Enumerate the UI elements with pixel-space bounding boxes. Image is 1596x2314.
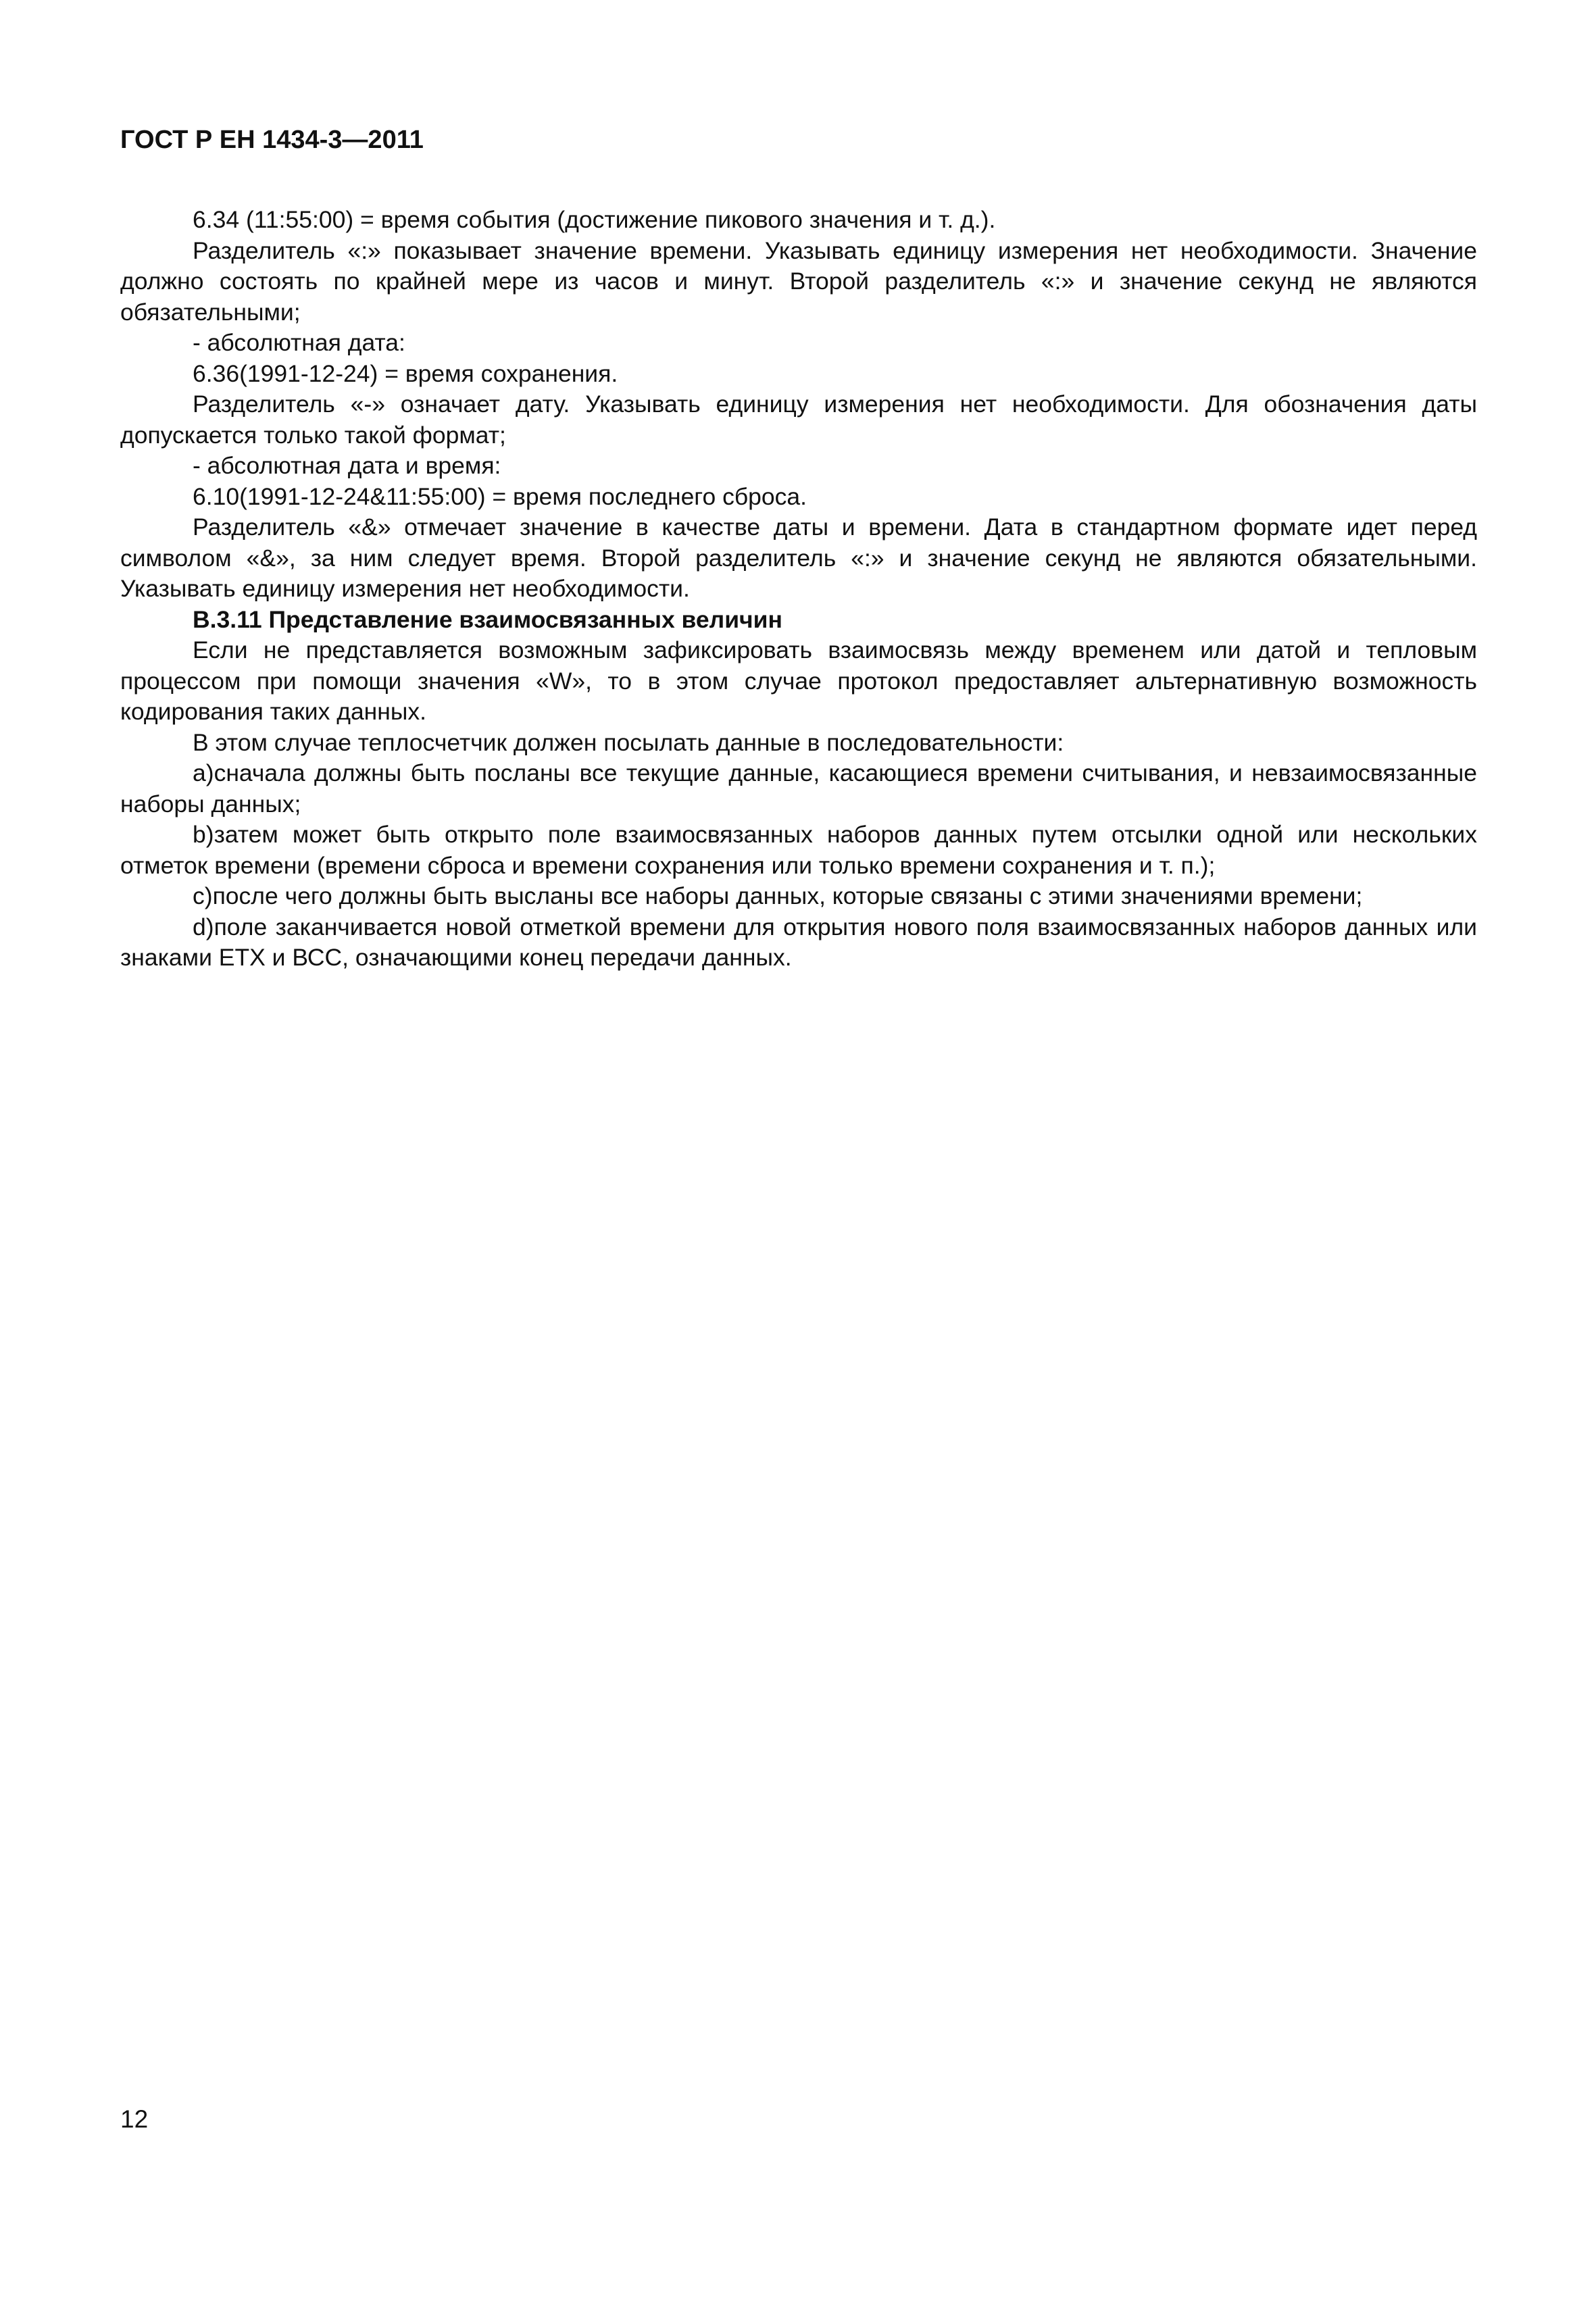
- list-item: c)после чего должны быть высланы все наборы данных, которые связаны с этими значениями времени;: [193, 882, 1363, 909]
- paragraph: 6.10(1991-12-24&11:55:00) = время последнего сброса.: [193, 482, 807, 510]
- paragraph: 6.36(1991-12-24) = время сохранения.: [193, 359, 618, 387]
- paragraph: В этом случае теплосчетчик должен посылать данные в последовательности:: [193, 728, 1064, 756]
- paragraph: 6.34 (11:55:00) = время события (достижение пикового значения и т. д.).: [193, 206, 996, 233]
- paragraph: Разделитель «-» означает дату. Указывать единицу измерения нет необходимости. Для обозначения даты допускается только такой формат;: [120, 391, 1477, 449]
- paragraph: Разделитель «:» показывает значение времени. Указывать единицу измерения нет необходимости. Значение должно состоять по крайней мере из часов и минут. Второй разделитель «:» и значение секунд не являются обязательными;: [120, 236, 1477, 326]
- page-number: 12: [120, 2105, 149, 2133]
- list-item: d)поле заканчивается новой отметкой времени для открытия нового поля взаимосвязанных наборов данных или знаками ЕТХ и ВСС, означающими конец передачи данных.: [120, 913, 1477, 971]
- document-header: ГОСТ Р ЕН 1434-3—2011: [120, 126, 424, 154]
- list-item: b)затем может быть открыто поле взаимосвязанных наборов данных путем отсылки одной или нескольких отметок времени (времени сброса и времени сохранения или только времени сохранения и т. п.);: [120, 821, 1477, 879]
- document-body: [120, 205, 1477, 974]
- list-item: - абсолютная дата:: [193, 329, 405, 356]
- paragraph: Если не представляется возможным зафиксировать взаимосвязь между временем или датой и тепловым процессом при помощи значения «W», то в этом случае протокол предоставляет альтернативную возможность кодирования таких данных.: [120, 636, 1477, 725]
- list-item: - абсолютная дата и время:: [193, 452, 501, 479]
- paragraph: Разделитель «&» отмечает значение в качестве даты и времени. Дата в стандартном формате идет перед символом «&», за ним следует время. Второй разделитель «:» и значение секунд не являются обязательными. Указывать единицу измерения нет необходимости.: [120, 513, 1477, 602]
- list-item: а)сначала должны быть посланы все текущие данные, касающиеся времени считывания, и невзаимосвязанные наборы данных;: [120, 759, 1477, 818]
- section-heading: В.3.11 Представление взаимосвязанных величин: [193, 605, 782, 633]
